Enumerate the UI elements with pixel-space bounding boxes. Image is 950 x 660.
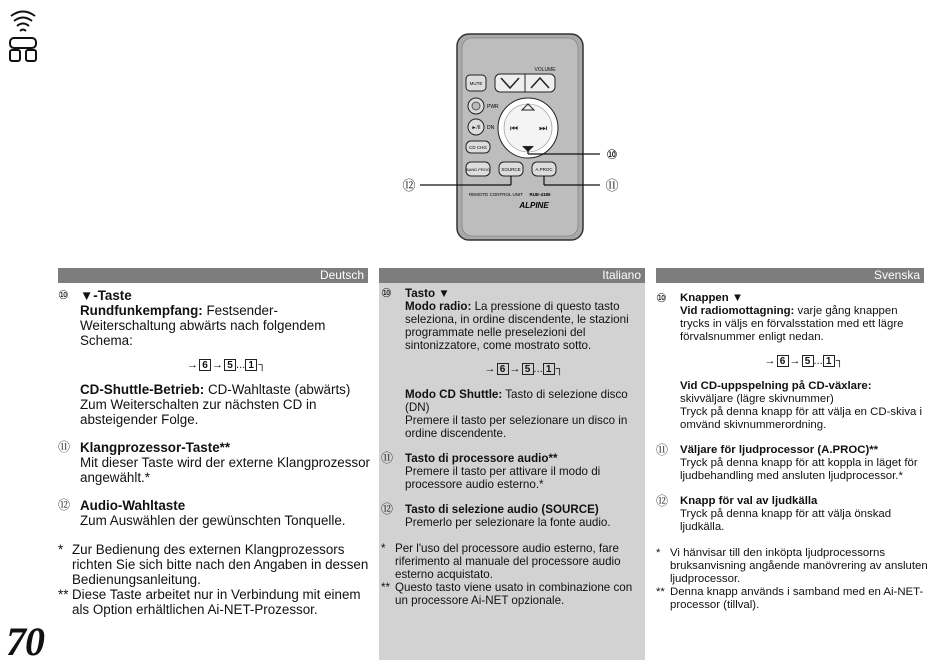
svg-text:REMOTE CONTROL UNIT: REMOTE CONTROL UNIT [468, 192, 524, 197]
page-number: 70 [6, 619, 44, 660]
svg-text:A.PROC: A.PROC [535, 167, 553, 172]
footnote-2-sv: ** Denna knapp används i samband med en Ai-NET-processor (tillval). [656, 586, 924, 611]
callout-12: ⑫ [402, 179, 416, 194]
svg-text:CD CHG: CD CHG [469, 145, 487, 150]
item-10-de: ⑩ ▼-Taste Rundfunkempfang: Festsender-Weiterschaltung abwärts nach folgendem Schema: → 6 → 5 ... 1 ┐ CD-Shuttle-Betrieb: CD-Wahltaste (abwärts) Zum Weiterschalten zur nächsten CD in absteigender Folge. [58, 288, 373, 427]
preset-sequence: → 6 → 5 ... 1 ┐ [187, 358, 266, 371]
svg-text:►/II: ►/II [471, 125, 481, 131]
column-deutsch [58, 288, 373, 617]
header-deutsch: Deutsch [58, 268, 368, 283]
footnote-2-de: ** Diese Taste arbeitet nur in Verbindung mit einem als Option erhältlichen Ai-NET-Prozessor. [58, 587, 361, 617]
column-svenska [656, 292, 928, 612]
footnote-1-de: * Zur Bedienung des externen Klangprozessors richten Sie sich bitte nach den Angaben in dessen Bedienungsanleitung. [58, 542, 369, 587]
svg-text:PWR: PWR [487, 104, 499, 110]
item-12-de: ⑫ Audio-Wahltaste Zum Auswählen der gewünschten Tonquelle. [58, 498, 346, 528]
header-svenska: Svenska [656, 268, 924, 283]
item-title: ▼-Taste [80, 288, 132, 303]
item-10-it: ⑩ Tasto ▼ Modo radio: La pressione di questo tasto seleziona, in ordine discendente, le stazioni programmate nelle preselezioni del sintonizzatore, come mostrato sotto. → 6 → 5 ... 1 ┐ Modo CD Shuttle: Tasto di selezione disco (DN) Premere il tasto per selezionare un disco in ordine discendente. [381, 287, 643, 440]
callout-10: ⑩ [606, 148, 618, 163]
svg-text:MUTE: MUTE [469, 81, 483, 86]
item-11-sv: ⑪ Väljare för ljudprocessor (A.PROC)** Tryck på denna knapp för att koppla in läget för ljudbehandling med ansluten ljudprocessor.* [656, 443, 918, 482]
alpine-logo: ALPINE [519, 201, 549, 210]
item-12-sv: ⑫ Knapp för val av ljudkälla Tryck på denna knapp för att välja önskad ljudkälla. [656, 494, 892, 533]
item-11-it: ⑪ Tasto di processore audio** Premere il tasto per attivare il modo di processore audio esterno.* [381, 451, 601, 491]
remote-control-signal-icon [6, 6, 40, 64]
preset-sequence: → 6 → 5 ... 1 ┐ [764, 354, 844, 367]
footnote-2-it: ** Questo tasto viene usato in combinazione con un processore Ai-NET opzionale. [381, 581, 633, 607]
svg-text:DN: DN [487, 125, 495, 131]
svg-text:⏭: ⏭ [538, 124, 548, 134]
item-12-it: ⑫ Tasto di selezione audio (SOURCE) Premerlo per selezionare la fonte audio. [381, 502, 611, 529]
svg-text:SOURCE: SOURCE [501, 167, 521, 172]
column-italiano [381, 287, 643, 607]
item-10-sv: ⑩ Knappen ▼ Vid radiomottagning: varje gång knappen trycks in väljs en förvalsstation med ett lägre förvalsnummer enligt nedan. → 6 → 5 ... 1 ┐ Vid CD-uppspelning på CD-växlare: skivväljare (lägre skivnummer) Tryck på denna knapp för att välja en CD-skiva i omvänd skivnummerordning. [656, 292, 928, 432]
callout-11: ⑪ [605, 179, 619, 194]
svg-text:BAND PROG: BAND PROG [465, 167, 491, 172]
footnote-1-it: * Per l'uso del processore audio esterno, fare riferimento al manuale del processore audio esterno acquistato. [381, 542, 621, 581]
item-11-de: ⑪ Klangprozessor-Taste** Mit dieser Taste wird der externe Klangprozessor angewählt.* [58, 440, 371, 485]
header-italiano: Italiano [379, 268, 645, 283]
svg-text:RUE-4185: RUE-4185 [529, 192, 551, 197]
footnote-1-sv: * Vi hänvisar till den inköpta ljudprocessorns bruksanvisning angående manövrering av ansluten ljudprocessor. [656, 547, 928, 585]
svg-text:⏮: ⏮ [509, 124, 519, 134]
preset-sequence: → 6 → 5 ... 1 ┐ [484, 362, 564, 375]
remote-control-figure [400, 30, 630, 245]
volume-label: VOLUME [534, 67, 556, 73]
